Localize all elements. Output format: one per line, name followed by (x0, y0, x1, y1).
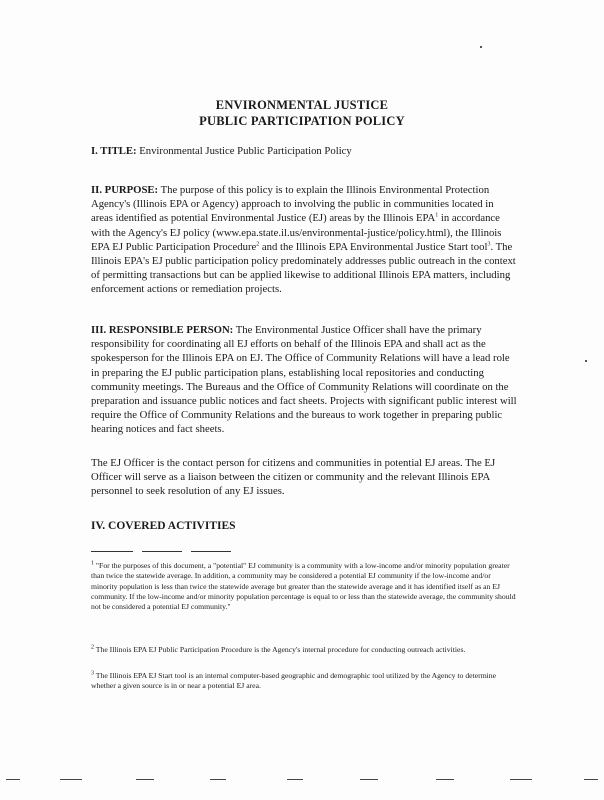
document-title-line-2: PUBLIC PARTICIPATION POLICY (199, 114, 405, 128)
scan-edge-mark (436, 779, 454, 780)
document-title-line-1: ENVIRONMENTAL JUSTICE (215, 98, 389, 112)
footnote-3-text: The Illinois EPA EJ Start tool is an internal computer-based geographic and demographic tool utilized by the Agency to determine whether a given source is in or near a potential EJ area. (91, 671, 497, 691)
purpose-text-b: in accordance with the Agency's EJ policy (www.epa.state.il.us/environmental-justice/policy.html), the Illinois EPA EJ Public Participation Procedure (91, 212, 502, 253)
footnote-2 (91, 645, 517, 655)
title-section-text: Environmental Justice Public Participation Policy (136, 145, 352, 157)
footnote-1-text: "For the purposes of this document, a "potential" EJ community is a community with a low-income and/or minority population greater than twice the statewide average. In addition, a community may be considered a potential EJ community if the low-income and/or minority population is less than twice the statewide average but greater than the statewide average and it has identified itself as an EJ community. If the low-income and/or minority population percentage is equal to or less than the statewide average, the community should not be considered a potential EJ community." (91, 561, 516, 612)
responsible-text: The Environmental Justice Officer shall have the primary responsibility for coordinating all EJ efforts on behalf of the Illinois EPA and shall act as the spokesperson for the Illinois EPA on EJ. The Office of Community Relations will have a lead role in preparing the EJ public participation plans, establishing local repositories and conducting community meetings. The Bureaus and the Office of Community Relations will coordinate on the preparation and issuance public notices and fact sheets. Projects with significant public interest will require the Office of Community Relations and the bureaus to work together in preparing public hearing notices and fact sheets. (91, 324, 517, 436)
footnote-ref-1: 1 (435, 212, 439, 219)
scan-edge-mark (287, 779, 303, 780)
scan-speck (480, 46, 482, 48)
footnote-rule-segment (191, 551, 231, 552)
purpose-text-c: and the Illinois EPA Environmental Justice Start tool (259, 240, 488, 253)
scan-edge-mark (210, 779, 226, 780)
scan-edge-mark (584, 779, 598, 780)
ej-officer-paragraph: The EJ Officer is the contact person for citizens and communities in potential EJ areas. The EJ Officer will serve as a liaison between the citizen or community and the relevant Illinois EPA personnel to seek resolution of any EJ issues. (91, 457, 496, 498)
purpose-label: II. PURPOSE: (91, 184, 159, 196)
scan-edge-mark (136, 779, 154, 780)
scan-edge-mark (360, 779, 378, 780)
footnote-3-mark: 3 (91, 670, 94, 677)
footnote-rule-segment (142, 551, 182, 552)
covered-activities-heading: IV. COVERED ACTIVITIES (91, 520, 236, 532)
scan-speck (585, 360, 587, 362)
responsible-label: III. RESPONSIBLE PERSON: (91, 324, 234, 336)
footnote-ref-3: 3 (487, 241, 491, 248)
footnote-2-mark: 2 (91, 644, 94, 651)
footnote-1-mark: 1 (91, 560, 94, 567)
scan-edge-mark (510, 779, 532, 780)
scan-edge-mark (60, 779, 82, 780)
footnote-ref-2: 2 (256, 241, 260, 248)
title-section-label: I. TITLE: (91, 145, 137, 157)
scan-edge-mark (6, 779, 20, 780)
purpose-text-a: The purpose of this policy is to explain the Illinois Environmental Protection Agency's (Illinois EPA or Agency) approach to involving the public in communities located in areas identified as potential Environmental Justice (EJ) areas by the Illinois EPA (91, 184, 494, 225)
purpose-text-d: . The Illinois EPA's EJ public participation policy predominately addresses public outreach in the context of permitting transactions but can be applied likewise to additional Illinois EPA matters, including enforcement actions or remediation projects. (91, 240, 516, 296)
footnote-2-text: The Illinois EPA EJ Public Participation Procedure is the Agency's internal procedure for conducting outreach activities. (94, 645, 466, 654)
footnote-1 (91, 561, 517, 612)
responsible-person-section (91, 323, 517, 437)
footnote-3 (91, 671, 517, 692)
footnote-rule-segment (91, 551, 133, 552)
title-section (91, 144, 517, 158)
purpose-section (91, 183, 517, 297)
